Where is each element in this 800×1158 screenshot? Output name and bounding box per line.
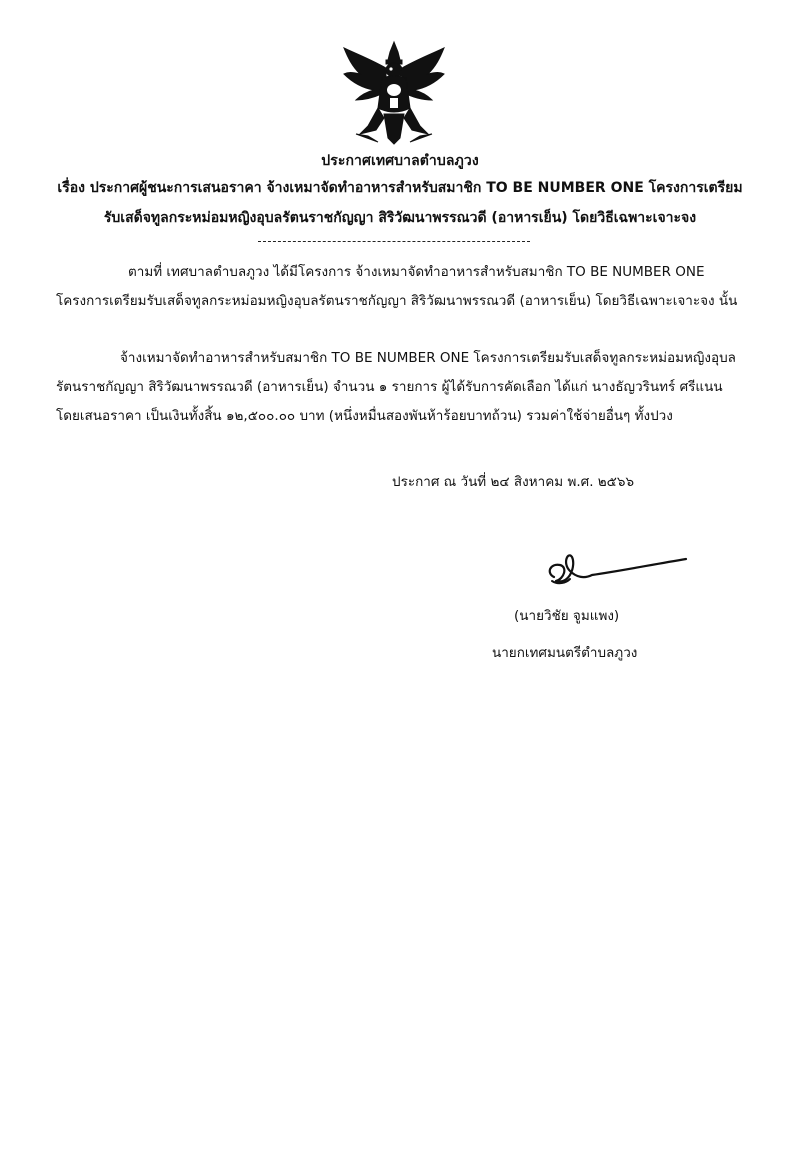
subject-line-1: เรื่อง ประกาศผู้ชนะการเสนอราคา จ้างเหมาจัดทำอาหารสำหรับสมาชิก TO BE NUMBER ONE โครงการเตรียม: [57, 180, 743, 196]
signatory-name: (นายวิชัย จูมแพง): [514, 608, 620, 624]
handwritten-signature: [540, 545, 690, 595]
garuda-emblem-icon: [338, 38, 450, 146]
body-paragraph-1: ตามที่ เทศบาลตำบลภูวง ได้มีโครงการ จ้างเหมาจัดทำอาหารสำหรับสมาชิก TO BE NUMBER ONE โครงการเตรียมรับเสด็จทูลกระหม่อมหญิงอุบลรัตนราชกัญญา สิริวัฒนาพรรณวดี (อาหารเย็น) โดยวิธีเฉพาะเจาะจง นั้น: [56, 264, 738, 309]
announcement-subject: [40, 173, 760, 233]
signatory-position: นายกเทศมนตรีตำบลภูวง: [492, 645, 638, 661]
subject-line-2: รับเสด็จทูลกระหม่อมหญิงอุบลรัตนราชกัญญา สิริวัฒนาพรรณวดี (อาหารเย็น) โดยวิธีเฉพาะเจาะจง: [103, 210, 697, 226]
dashed-divider: [258, 241, 530, 242]
announcement-title: ประกาศเทศบาลตำบลภูวง: [321, 153, 479, 169]
body-paragraph-2: จ้างเหมาจัดทำอาหารสำหรับสมาชิก TO BE NUMBER ONE โครงการเตรียมรับเสด็จทูลกระหม่อมหญิงอุบลรัตนราชกัญญา สิริวัฒนาพรรณวดี (อาหารเย็น) จำนวน ๑ รายการ ผู้ได้รับการคัดเลือก ได้แก่ นางธัญวรินทร์ ศรีแนน โดยเสนอราคา เป็นเงินทั้งสิ้น ๑๒,๕๐๐.๐๐ บาท (หนึ่งหมื่นสองพันห้าร้อยบาทถ้วน) รวมค่าใช้จ่ายอื่นๆ ทั้งปวง: [56, 350, 736, 424]
announcement-date: ประกาศ ณ วันที่ ๒๔ สิงหาคม พ.ศ. ๒๕๖๖: [392, 474, 635, 490]
